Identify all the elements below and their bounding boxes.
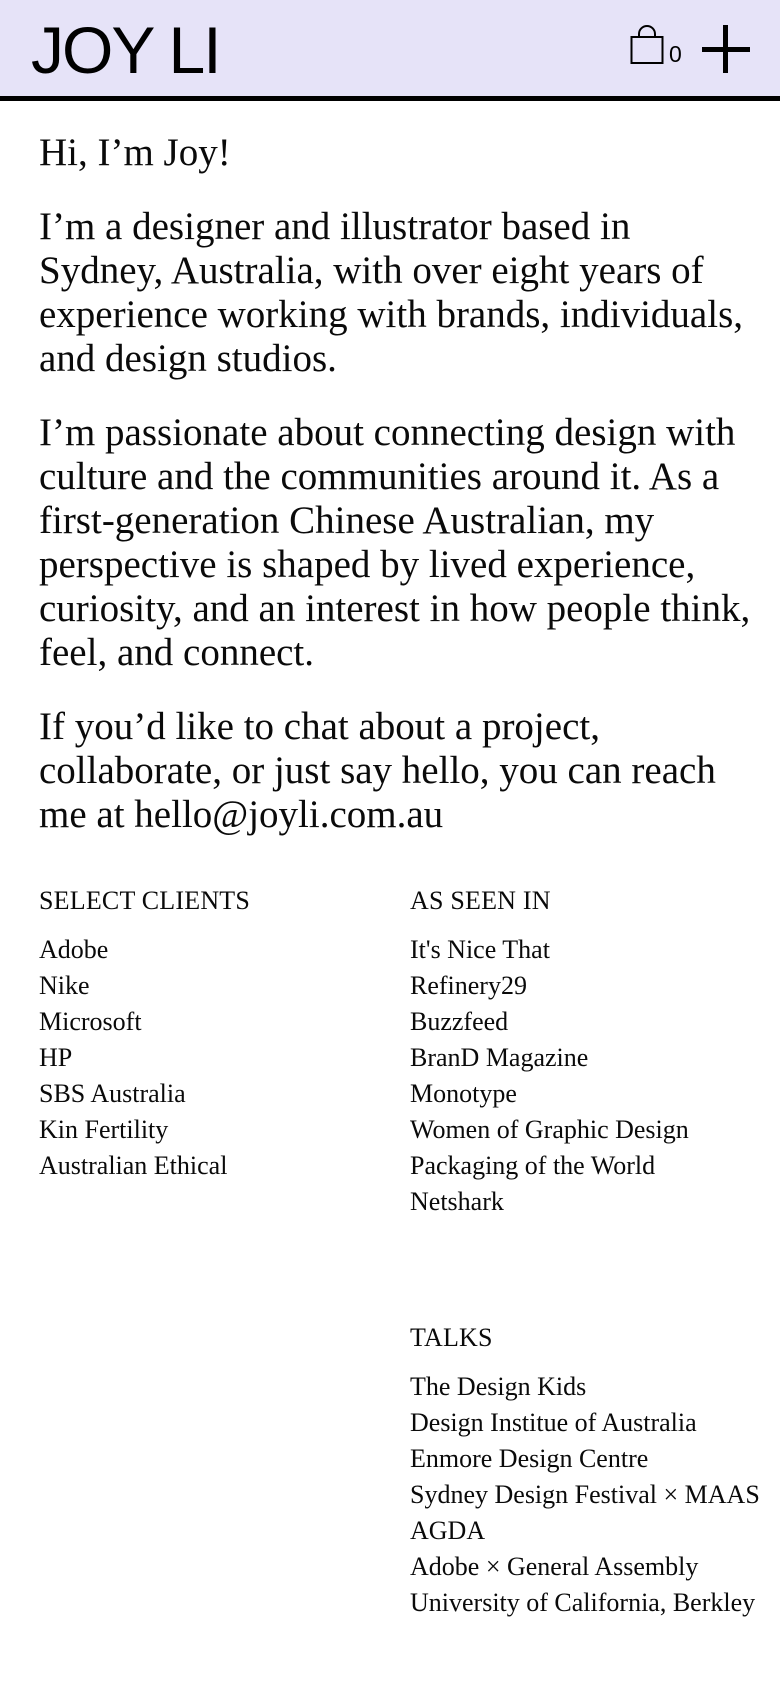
talk-item: The Design Kids [410, 1372, 587, 1401]
press-item: It's Nice That [410, 935, 550, 964]
select-clients-section [39, 880, 399, 1184]
client-item: SBS Australia [39, 1079, 186, 1108]
client-item: HP [39, 1043, 73, 1072]
site-header [0, 0, 780, 101]
select-clients-heading: SELECT CLIENTS [39, 886, 251, 915]
press-item: Women of Graphic Design [410, 1115, 689, 1144]
select-clients-list [39, 932, 399, 1184]
client-item: Australian Ethical [39, 1151, 228, 1180]
talk-item: Design Institue of Australia [410, 1408, 697, 1437]
greeting-heading: Hi, I’m Joy! [39, 131, 231, 174]
talk-item: Sydney Design Festival × MAAS [410, 1480, 760, 1509]
talk-item: Enmore Design Centre [410, 1444, 649, 1473]
menu-button[interactable] [700, 23, 752, 75]
press-item: Buzzfeed [410, 1007, 509, 1036]
intro-paragraph-passion: I’m passionate about connecting design with culture and the communities around it. As a first-generation Chinese Australian, my perspective is shaped by lived experience, curiosity, and an interest in how people think, feel, and connect. [39, 411, 751, 674]
as-seen-in-section [410, 880, 760, 1220]
press-item: Monotype [410, 1079, 517, 1108]
contact-email-link[interactable]: hello@joyli.com.au [134, 793, 444, 836]
talk-item: AGDA [410, 1516, 486, 1545]
client-item: Microsoft [39, 1007, 142, 1036]
talk-item: Adobe × General Assembly [410, 1552, 699, 1581]
client-item: Kin Fertility [39, 1115, 169, 1144]
press-item: Packaging of the World [410, 1151, 656, 1180]
as-seen-in-heading: AS SEEN IN [410, 886, 551, 915]
contact-prefix: If you’d like to chat about a project, collaborate, or just say hello, you can reach me at [39, 705, 716, 836]
client-item: Nike [39, 971, 90, 1000]
site-logo[interactable]: JOY LI [31, 13, 220, 87]
press-item: Netshark [410, 1187, 504, 1216]
shopping-bag-icon [630, 25, 664, 65]
as-seen-in-list [410, 932, 760, 1220]
intro-paragraph-location: I’m a designer and illustrator based in Sydney, Australia, with over eight years of experience working with brands, individuals, and design studios. [39, 205, 743, 380]
talk-item: University of California, Berkley [410, 1588, 756, 1617]
talks-heading: TALKS [410, 1323, 493, 1352]
intro-section [39, 131, 759, 867]
plus-icon [700, 23, 752, 75]
talks-list [410, 1369, 760, 1621]
contact-paragraph [39, 705, 759, 837]
cart-count-badge: 0 [669, 41, 682, 67]
press-item: Refinery29 [410, 971, 527, 1000]
cart-button[interactable] [630, 25, 682, 71]
talks-section [410, 1317, 760, 1621]
client-item: Adobe [39, 935, 109, 964]
press-item: BranD Magazine [410, 1043, 589, 1072]
